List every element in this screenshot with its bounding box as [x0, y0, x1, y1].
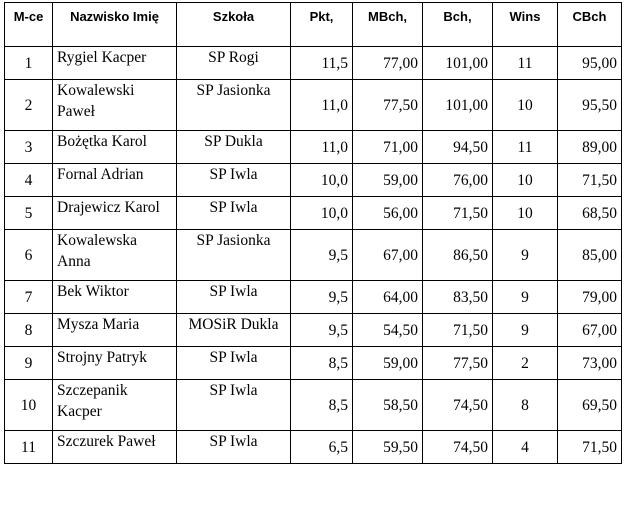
cell-school: SP Dukla	[177, 131, 291, 164]
player-name: Kowalewska Anna	[57, 232, 138, 270]
cell-wins: 9	[493, 281, 558, 314]
player-name: Rygiel Kacper	[57, 49, 147, 66]
cell-name	[53, 230, 177, 281]
header-name: Nazwisko Imię	[53, 3, 177, 47]
cell-wins: 2	[493, 347, 558, 380]
header-school: Szkoła	[177, 3, 291, 47]
cell-mbch: 59,00	[353, 347, 423, 380]
cell-school: SP Iwla	[177, 380, 291, 431]
player-name: Mysza Maria	[57, 316, 140, 333]
cell-bch: 94,50	[423, 131, 493, 164]
cell-school: SP Jasionka	[177, 80, 291, 131]
cell-cbch: 71,50	[558, 431, 622, 464]
player-name: Fornal Adrian	[57, 166, 144, 183]
cell-pkt: 6,5	[291, 431, 353, 464]
cell-place: 4	[5, 164, 53, 197]
cell-pkt: 8,5	[291, 347, 353, 380]
cell-name	[53, 314, 177, 347]
cell-pkt: 9,5	[291, 281, 353, 314]
cell-school: SP Rogi	[177, 47, 291, 80]
cell-name	[53, 47, 177, 80]
table-row	[5, 230, 622, 281]
header-bch: Bch,	[423, 3, 493, 47]
cell-place: 9	[5, 347, 53, 380]
cell-bch: 77,50	[423, 347, 493, 380]
cell-bch: 71,50	[423, 314, 493, 347]
player-name: Szczurek Paweł	[57, 433, 156, 450]
cell-pkt: 11,0	[291, 80, 353, 131]
header-row	[5, 3, 622, 47]
cell-pkt: 10,0	[291, 164, 353, 197]
cell-school: SP Iwla	[177, 281, 291, 314]
cell-bch: 74,50	[423, 380, 493, 431]
cell-cbch: 89,00	[558, 131, 622, 164]
cell-bch: 86,50	[423, 230, 493, 281]
cell-mbch: 56,00	[353, 197, 423, 230]
header-pkt: Pkt,	[291, 3, 353, 47]
cell-pkt: 11,5	[291, 47, 353, 80]
cell-name	[53, 347, 177, 380]
cell-school: SP Iwla	[177, 431, 291, 464]
cell-wins: 10	[493, 80, 558, 131]
cell-wins: 9	[493, 314, 558, 347]
cell-mbch: 58,50	[353, 380, 423, 431]
cell-mbch: 67,00	[353, 230, 423, 281]
cell-cbch: 71,50	[558, 164, 622, 197]
cell-cbch: 85,00	[558, 230, 622, 281]
cell-wins: 11	[493, 131, 558, 164]
cell-place: 11	[5, 431, 53, 464]
results-body	[5, 47, 622, 464]
cell-place: 2	[5, 80, 53, 131]
cell-pkt: 9,5	[291, 230, 353, 281]
cell-school: SP Iwla	[177, 164, 291, 197]
cell-mbch: 59,50	[353, 431, 423, 464]
cell-place: 6	[5, 230, 53, 281]
cell-wins: 10	[493, 197, 558, 230]
cell-school: MOSiR Dukla	[177, 314, 291, 347]
cell-bch: 74,50	[423, 431, 493, 464]
cell-bch: 101,00	[423, 47, 493, 80]
cell-bch: 71,50	[423, 197, 493, 230]
cell-place: 3	[5, 131, 53, 164]
cell-cbch: 68,50	[558, 197, 622, 230]
cell-mbch: 77,50	[353, 80, 423, 131]
cell-pkt: 11,0	[291, 131, 353, 164]
table-row	[5, 380, 622, 431]
cell-wins: 9	[493, 230, 558, 281]
header-place: M-ce	[5, 3, 53, 47]
cell-pkt: 8,5	[291, 380, 353, 431]
header-mbch: MBch,	[353, 3, 423, 47]
table-row	[5, 281, 622, 314]
table-row	[5, 47, 622, 80]
player-name: Szczepanik Kacper	[57, 382, 128, 420]
cell-cbch: 95,50	[558, 80, 622, 131]
cell-name	[53, 131, 177, 164]
player-name: Bek Wiktor	[57, 283, 129, 300]
cell-school: SP Jasionka	[177, 230, 291, 281]
cell-place: 8	[5, 314, 53, 347]
table-row	[5, 197, 622, 230]
cell-name	[53, 164, 177, 197]
cell-mbch: 71,00	[353, 131, 423, 164]
player-name: Bożętka Karol	[57, 133, 147, 150]
cell-school: SP Iwla	[177, 197, 291, 230]
cell-bch: 101,00	[423, 80, 493, 131]
cell-school: SP Iwla	[177, 347, 291, 380]
cell-bch: 76,00	[423, 164, 493, 197]
cell-mbch: 54,50	[353, 314, 423, 347]
results-table	[4, 2, 622, 464]
cell-place: 10	[5, 380, 53, 431]
table-row	[5, 164, 622, 197]
cell-mbch: 64,00	[353, 281, 423, 314]
cell-name	[53, 380, 177, 431]
player-name: Strojny Patryk	[57, 349, 147, 366]
cell-wins: 10	[493, 164, 558, 197]
player-name: Kowalewski Paweł	[57, 82, 135, 120]
table-row	[5, 314, 622, 347]
cell-pkt: 10,0	[291, 197, 353, 230]
cell-place: 5	[5, 197, 53, 230]
cell-bch: 83,50	[423, 281, 493, 314]
header-wins: Wins	[493, 3, 558, 47]
cell-place: 1	[5, 47, 53, 80]
table-row	[5, 80, 622, 131]
cell-wins: 11	[493, 47, 558, 80]
cell-name	[53, 80, 177, 131]
cell-cbch: 67,00	[558, 314, 622, 347]
cell-cbch: 79,00	[558, 281, 622, 314]
cell-wins: 4	[493, 431, 558, 464]
player-name: Drajewicz Karol	[57, 199, 160, 216]
table-row	[5, 131, 622, 164]
cell-cbch: 69,50	[558, 380, 622, 431]
cell-name	[53, 431, 177, 464]
cell-name	[53, 281, 177, 314]
cell-cbch: 73,00	[558, 347, 622, 380]
cell-place: 7	[5, 281, 53, 314]
cell-wins: 8	[493, 380, 558, 431]
cell-name	[53, 197, 177, 230]
cell-mbch: 59,00	[353, 164, 423, 197]
table-row	[5, 431, 622, 464]
cell-pkt: 9,5	[291, 314, 353, 347]
cell-cbch: 95,00	[558, 47, 622, 80]
table-row	[5, 347, 622, 380]
cell-mbch: 77,00	[353, 47, 423, 80]
header-cbch: CBch	[558, 3, 622, 47]
